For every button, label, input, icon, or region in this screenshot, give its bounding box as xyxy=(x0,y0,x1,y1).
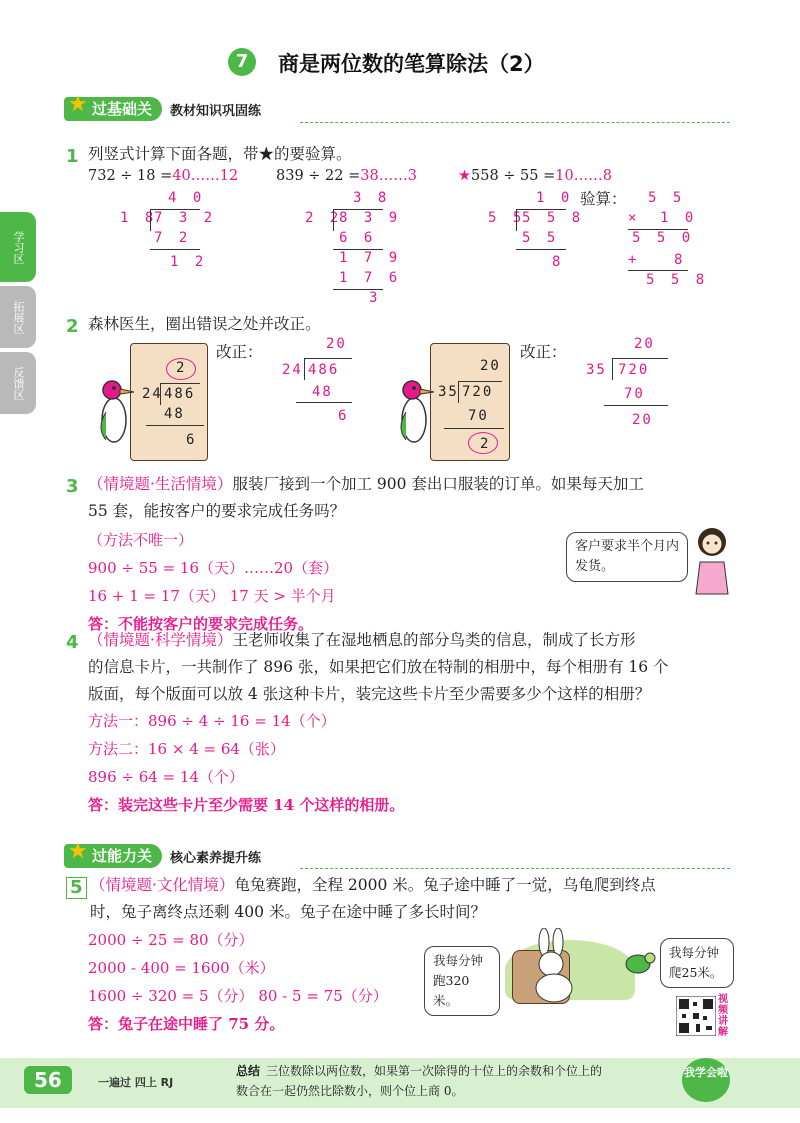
qr-code-icon[interactable] xyxy=(676,996,716,1036)
question-text-cont: 时，兔子离终点还剩 400 米。兔子在途中睡了多长时间？ xyxy=(90,903,486,921)
section-label: ★ 过基础关 xyxy=(64,97,162,121)
section-sub: 核心素养提升练 xyxy=(170,850,262,866)
page-title: 商是两位数的笔算除法（2） xyxy=(278,52,545,76)
question-number: 3 xyxy=(66,476,79,497)
section-banner-basic xyxy=(64,92,262,121)
brand-label: 一遍过 四上 RJ xyxy=(98,1076,174,1089)
error-circle xyxy=(468,432,498,454)
question-text-cont: 版面，每个版面可以放 4 张这种卡片，装完这些卡片至少需要多少个这样的相册？ xyxy=(88,685,651,703)
question-text: （情境题·文化情境）龟兔赛跑，全程 2000 米。兔子途中睡了一觉，乌龟爬到终点 xyxy=(90,876,656,894)
video-label: 视频讲解 xyxy=(718,994,728,1038)
woodpecker-icon xyxy=(92,376,136,452)
question-text-cont: 55 套，能按客户的要求完成任务吗？ xyxy=(88,502,346,520)
lesson-number-badge: 7 xyxy=(228,48,256,76)
woodpecker-icon xyxy=(392,376,436,452)
side-tab-extend[interactable]: 拓展区 xyxy=(0,286,36,348)
answer-block: 2000 ÷ 25 = 80（分） 2000 - 400 = 1600（米） 1600 ÷ 320 = 5（分） 80 - 5 = 75（分） 答：兔子在途中睡了 75 分。 xyxy=(88,931,388,1033)
question-text-cont: 的信息卡片，一共制作了 896 张，如果把它们放在特制的相册中，每个相册有 16 个 xyxy=(88,658,669,676)
question-text: 森林医生，圈出错误之处并改正。 xyxy=(88,315,321,333)
star-icon: ★ xyxy=(68,92,88,117)
problem-3: ★558 ÷ 55 =10……8 xyxy=(458,168,612,184)
section-banner-ability xyxy=(64,839,262,868)
question-number: 5 xyxy=(66,877,87,899)
banner-divider xyxy=(300,868,730,869)
star-icon: ★ xyxy=(458,168,471,184)
speech-bubble-turtle: 我每分钟爬25米。 xyxy=(660,938,734,988)
question-number: 2 xyxy=(66,316,79,337)
error-circle xyxy=(166,358,196,380)
section-sub: 教材知识巩固练 xyxy=(170,103,262,119)
speech-bubble-rabbit: 我每分钟跑320米。 xyxy=(424,946,500,1016)
rabbit-icon xyxy=(524,928,584,1008)
page-number: 56 xyxy=(24,1066,72,1094)
speech-bubble: 客户要求半个月内发货。 xyxy=(566,532,688,582)
girl-icon xyxy=(690,522,734,602)
question-text: （情境题·科学情境）王老师收集了在湿地栖息的部分鸟类的信息，制成了长方形 xyxy=(88,631,636,649)
answer-block: 方法一：896 ÷ 4 ÷ 16 = 14（个） 方法二：16 × 4 = 64（张） 896 ÷ 64 = 14（个） 答：装完这些卡片至少需要 14 个这样的相册。 xyxy=(88,712,405,814)
summary-text: 三位数除以两位数，如果第一次除得的十位上的余数和个位上的 数合在一起仍然比除数小，则个位上商 0。 xyxy=(236,1064,603,1098)
check-label: 验算： xyxy=(580,190,627,208)
question-text: 列竖式计算下面各题，带★的要验算。 xyxy=(88,145,352,163)
question-text: （情境题·生活情境）服装厂接到一个加工 900 套出口服装的订单。如果每天加工 xyxy=(88,475,644,493)
learned-badge: 我学会啦 xyxy=(682,1058,730,1102)
fix-label: 改正： xyxy=(216,343,263,361)
problem-1: 732 ÷ 18 =40……12 xyxy=(88,168,239,184)
star-icon: ★ xyxy=(68,839,88,864)
fix-label: 改正： xyxy=(520,343,567,361)
problem-2: 839 ÷ 22 =38……3 xyxy=(276,168,417,184)
banner-divider xyxy=(300,122,730,123)
turtle-icon xyxy=(622,946,656,976)
summary-label: 总结 xyxy=(236,1064,261,1078)
question-number: 4 xyxy=(66,632,79,653)
answer-block: （方法不唯一） 900 ÷ 55 = 16（天）……20（套） 16 + 1 = 17（天） 17 天 > 半个月 答：不能按客户的要求完成任务。 xyxy=(88,531,339,633)
question-number: 1 xyxy=(66,146,79,167)
side-tab-study[interactable]: 学习区 xyxy=(0,212,36,282)
side-tab-feedback[interactable]: 反馈区 xyxy=(0,352,36,414)
section-label: ★ 过能力关 xyxy=(64,844,162,868)
